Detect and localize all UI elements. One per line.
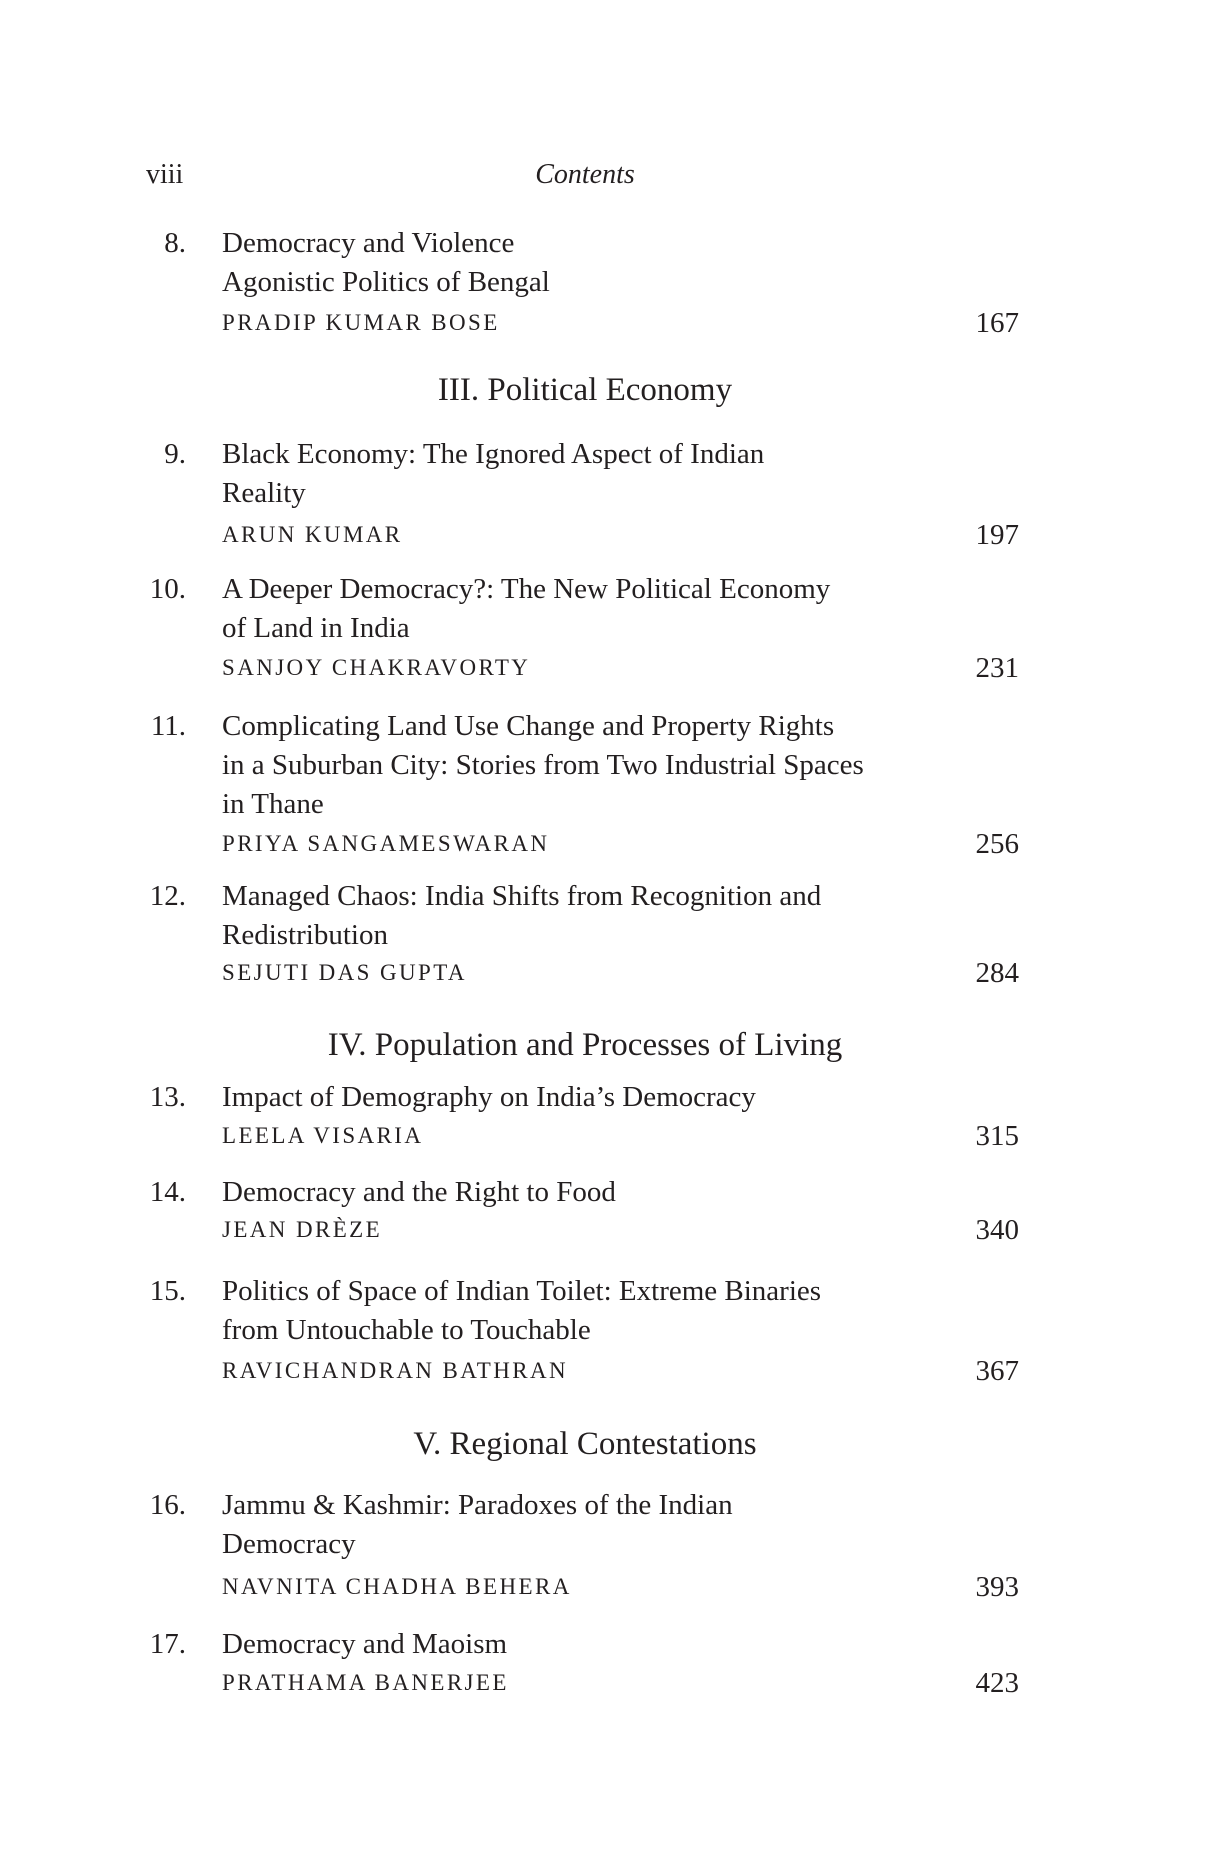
chapter-title [222,1272,962,1350]
chapter-author: JEAN DRÈZE [222,1217,383,1242]
chapter-author: PRIYA SANGAMESWARAN [222,831,550,856]
page-number: 256 [975,828,1019,860]
page-number: 423 [975,1667,1019,1699]
chapter-title [222,224,962,302]
chapter-title-line: Jammu & Kashmir: Paradoxes of the Indian [222,1489,733,1521]
chapter-author: PRADIP KUMAR BOSE [222,310,500,335]
chapter-author: NAVNITA CHADHA BEHERA [222,1574,572,1599]
chapter-title [222,707,962,824]
page-number: 284 [975,957,1019,989]
chapter-title-line: in Thane [222,788,324,820]
page-number: 231 [975,652,1019,684]
chapter-title-line: of Land in India [222,612,410,644]
chapter-title-line: Managed Chaos: India Shifts from Recognition and [222,880,822,912]
chapter-title-line: Redistribution [222,919,388,951]
chapter-author: SANJOY CHAKRAVORTY [222,655,531,680]
chapter-title-line: Complicating Land Use Change and Property Rights [222,710,835,742]
chapter-title [222,877,962,955]
part-heading: IV. Population and Processes of Living [327,1027,843,1063]
chapter-title-line: Agonistic Politics of Bengal [222,266,550,298]
chapter-number: 12. [149,880,186,912]
page-number: 167 [975,307,1019,339]
chapter-number: 11. [150,710,186,742]
chapter-author: PRATHAMA BANERJEE [222,1670,509,1695]
running-head: Contents [535,159,635,190]
chapter-title: Democracy and Maoism [222,1628,508,1660]
page-number: 393 [975,1571,1019,1603]
page-number: 340 [975,1214,1019,1246]
chapter-author: RAVICHANDRAN BATHRAN [222,1358,568,1383]
chapter-title-line: A Deeper Democracy?: The New Political Economy [222,573,831,605]
chapter-title [222,1486,962,1564]
page-number: 197 [975,519,1019,551]
chapter-number: 16. [149,1489,186,1521]
chapter-number: 17. [149,1628,186,1660]
folio: viii [146,159,184,190]
page-number: 315 [975,1120,1019,1152]
chapter-title-line: Black Economy: The Ignored Aspect of Indian [222,438,765,470]
chapter-author: LEELA VISARIA [222,1123,424,1148]
chapter-title-line: in a Suburban City: Stories from Two Industrial Spaces [222,749,864,781]
chapter-title-line: Democracy [222,1528,356,1560]
chapter-title [222,570,962,648]
chapter-author: SEJUTI DAS GUPTA [222,960,467,985]
chapter-title [222,435,962,513]
chapter-number: 10. [149,573,186,605]
chapter-author: ARUN KUMAR [222,522,403,547]
chapter-number: 15. [149,1275,186,1307]
part-heading: III. Political Economy [437,372,733,408]
chapter-number: 8. [164,227,186,259]
chapter-title-line: Politics of Space of Indian Toilet: Extreme Binaries [222,1275,822,1307]
page-number: 367 [975,1355,1019,1387]
part-heading: V. Regional Contestations [413,1426,757,1462]
chapter-number: 9. [164,438,186,470]
chapter-title-line: Democracy and Violence [222,227,515,259]
chapter-number: 14. [149,1176,186,1208]
chapter-title-line: Reality [222,477,306,509]
chapter-title: Impact of Demography on India’s Democracy [222,1081,756,1113]
chapter-title-line: from Untouchable to Touchable [222,1314,591,1346]
chapter-number: 13. [149,1081,186,1113]
chapter-title: Democracy and the Right to Food [222,1176,616,1208]
